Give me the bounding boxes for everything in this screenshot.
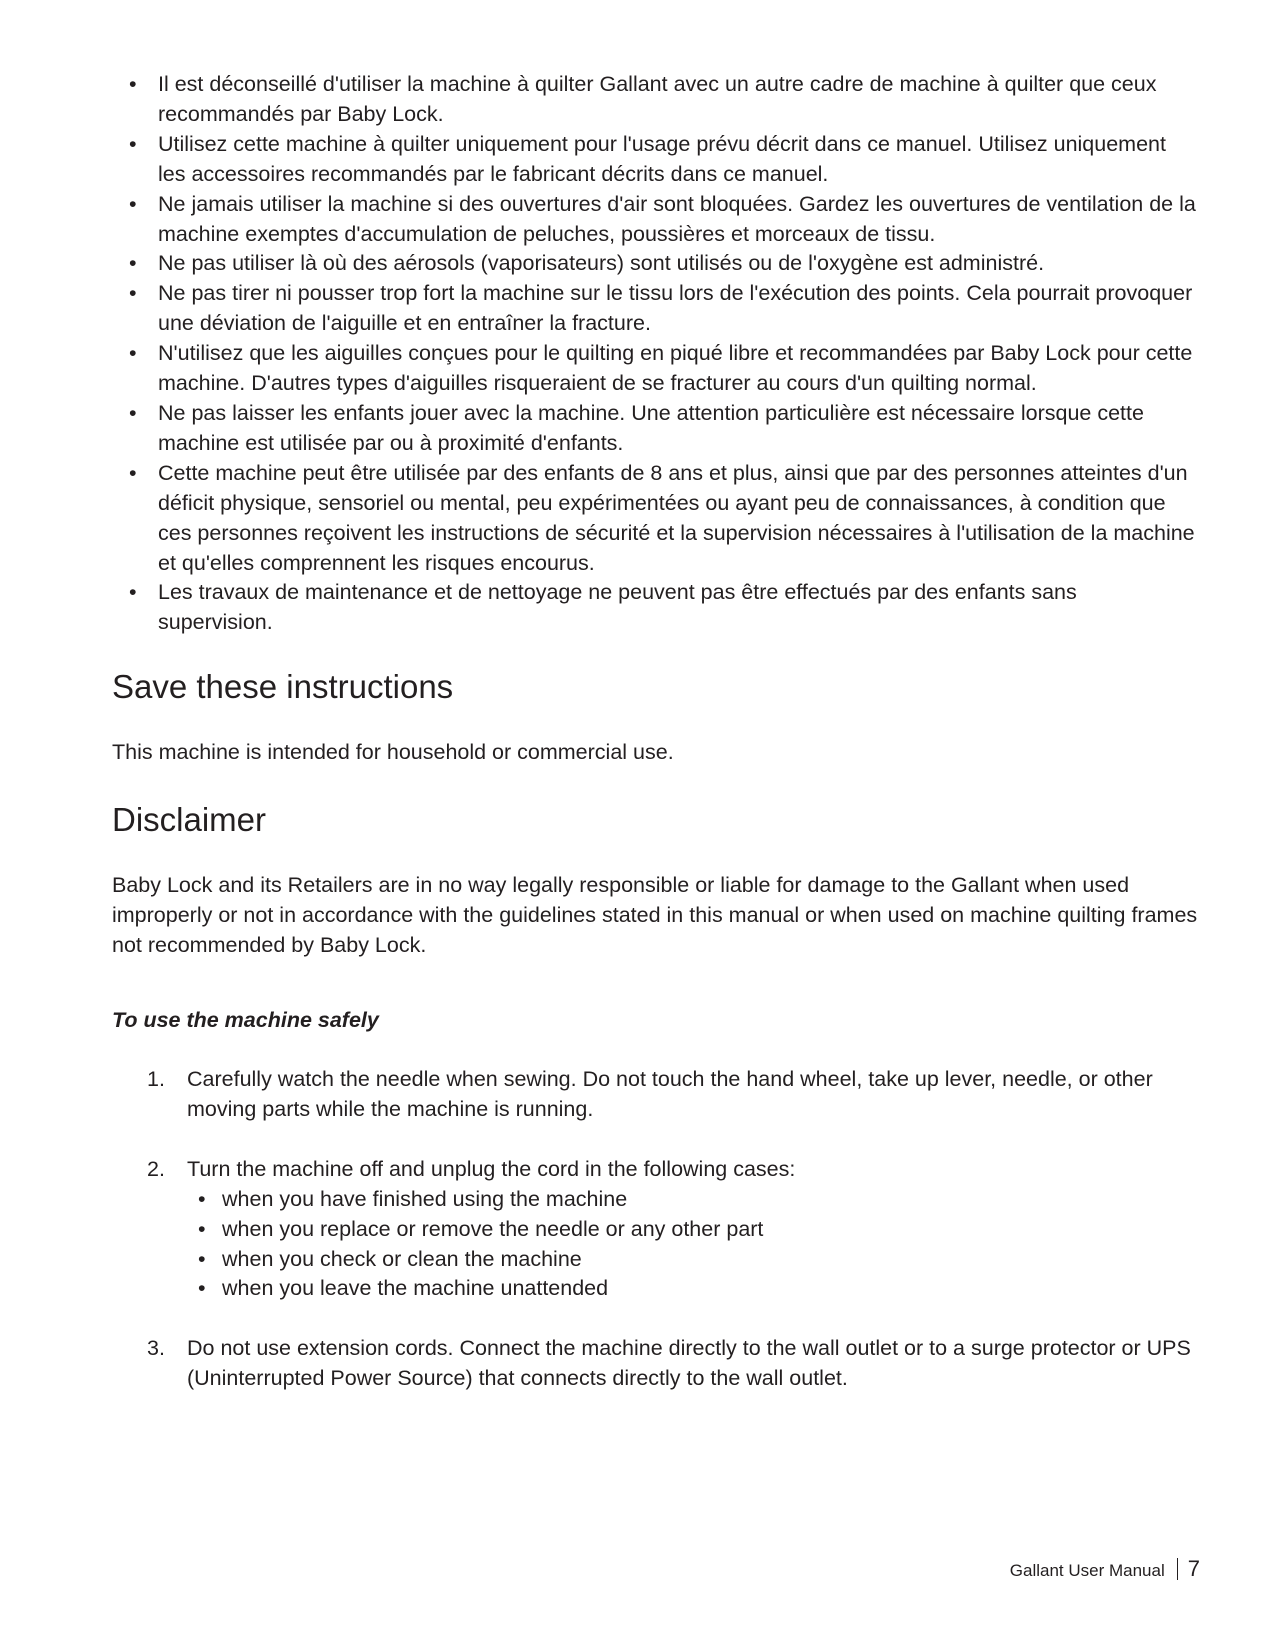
step-text: Turn the machine off and unplug the cord in the following cases: <box>187 1156 796 1181</box>
footer-divider <box>1177 1558 1178 1580</box>
disclaimer-text: Baby Lock and its Retailers are in no way legally responsible or liable for damage to the Gallant when used improperly or not in accordance with the guidelines stated in this manual or when used on machine quilting frames not recommended by Baby Lock. <box>112 873 1198 957</box>
page-number: 7 <box>1187 1556 1200 1581</box>
step-text: Carefully watch the needle when sewing. Do not touch the hand wheel, take up lever, needle, or other moving parts while the machine is running. <box>187 1067 1153 1121</box>
unplug-cases-list <box>187 1185 1197 1305</box>
step-number: 2. <box>147 1156 165 1181</box>
footer-title: Gallant User Manual <box>1009 1561 1165 1580</box>
list-item: • Ne pas tirer ni pousser trop fort la machine sur le tissu lors de l'exécution des points. Cela pourrait provoquer une déviation de l'aiguille et en entraîner la fracture. <box>112 279 1197 339</box>
step-number: 3. <box>147 1336 165 1361</box>
list-item: • Les travaux de maintenance et de nettoyage ne peuvent pas être effectués par des enfants sans supervision. <box>112 578 1197 638</box>
list-item: • Ne pas laisser les enfants jouer avec la machine. Une attention particulière est nécessaire lorsque cette machine est utilisée par ou à proximité d'enfants. <box>112 399 1197 459</box>
disclaimer-heading: Disclaimer <box>112 801 267 838</box>
list-item: • when you leave the machine unattended <box>187 1274 1197 1304</box>
list-item: • Il est déconseillé d'utiliser la machine à quilter Gallant avec un autre cadre de machine à quilter que ceux recommandés par Baby Lock. <box>112 70 1197 130</box>
usage-statement: This machine is intended for household or commercial use. <box>112 740 674 764</box>
safe-use-steps <box>112 1065 1197 1424</box>
step-text: Do not use extension cords. Connect the machine directly to the wall outlet or to a surge protector or UPS (Uninterrupted Power Source) that connects directly to the wall outlet. <box>187 1336 1191 1391</box>
step-number: 1. <box>147 1067 165 1091</box>
step-item <box>112 1155 1197 1305</box>
list-item: • Utilisez cette machine à quilter uniquement pour l'usage prévu décrit dans ce manuel. Utilisez uniquement les accessoires recommandés par le fabricant décrits dans ce manuel. <box>112 130 1197 190</box>
list-item: • Cette machine peut être utilisée par des enfants de 8 ans et plus, ainsi que par des personnes atteintes d'un déficit physique, sensoriel ou mental, peu expérimentées ou ayant peu de connaissances, à condition que ces personnes reçoivent les instructions de sécurité et la supervision nécessaires à l'utilisation de la machine et qu'elles comprennent les risques encourus. <box>112 459 1197 579</box>
save-instructions-heading: Save these instructions <box>112 668 454 705</box>
page-footer <box>1010 1557 1200 1583</box>
list-item: • Ne pas utiliser là où des aérosols (vaporisateurs) sont utilisés ou de l'oxygène est administré. <box>112 249 1197 279</box>
list-item: • when you replace or remove the needle or any other part <box>187 1215 1197 1245</box>
list-item: • when you check or clean the machine <box>187 1245 1197 1275</box>
french-safety-list <box>112 70 1197 638</box>
list-item: • Ne jamais utiliser la machine si des ouvertures d'air sont bloquées. Gardez les ouvertures de ventilation de la machine exemptes d'accumulation de peluches, poussières et morceaux de tissu. <box>112 190 1197 250</box>
step-item <box>112 1334 1197 1394</box>
step-item <box>112 1065 1197 1125</box>
list-item: • when you have finished using the machine <box>187 1185 1197 1215</box>
safe-use-heading: To use the machine safely <box>112 1008 379 1032</box>
list-item: • N'utilisez que les aiguilles conçues pour le quilting en piqué libre et recommandées par Baby Lock pour cette machine. D'autres types d'aiguilles risqueraient de se fracturer au cours d'un quilting normal. <box>112 339 1197 399</box>
